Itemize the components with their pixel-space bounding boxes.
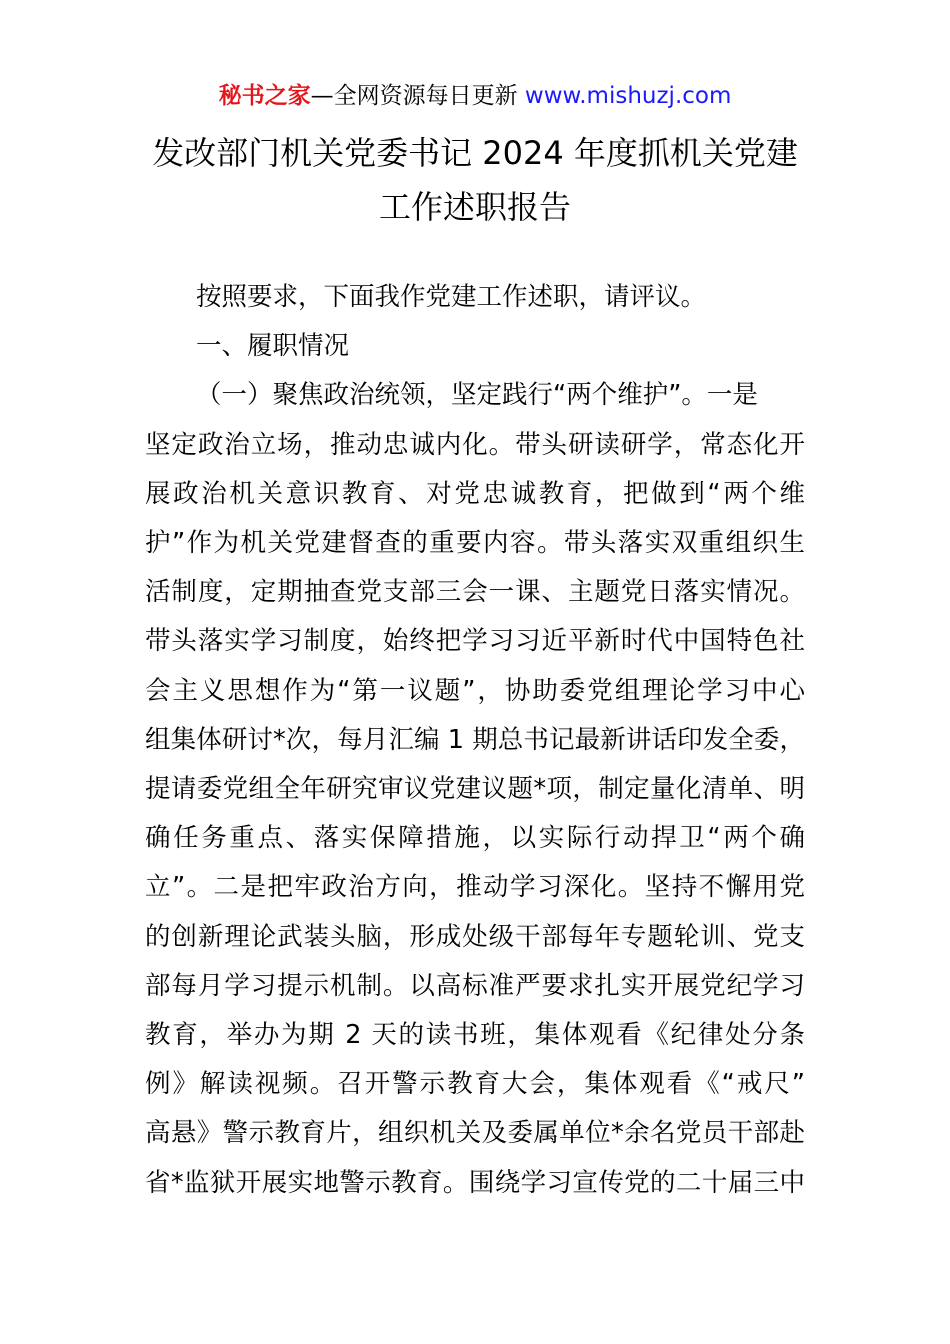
title-line-1: 发改部门机关党委书记 2024 年度抓机关党建 [152,134,798,172]
paragraph-line: 教育，举办为期 2 天的读书班，集体观看《纪律处分条 [145,1020,805,1051]
document-title [0,126,950,234]
paragraph-line: 立”。二是把牢政治方向，推动学习深化。坚持不懈用党 [145,872,805,903]
section-heading: 一、履职情况 [196,331,350,362]
paragraph-line: 带头落实学习制度，始终把学习习近平新时代中国特色社 [145,626,805,657]
intro-paragraph: 按照要求，下面我作党建工作述职，请评议。 [196,282,707,312]
paragraph-line: 的创新理论武装头脑，形成处级干部每年专题轮训、党支 [145,921,805,952]
brand-name: 秘书之家 [218,83,311,109]
paragraph-line: 护”作为机关党建督查的重要内容。带头落实双重组织生 [145,528,805,559]
paragraph-line: 坚定政治立场，推动忠诚内化。带头研读研学，常态化开 [145,429,805,460]
site-header [0,80,950,112]
paragraph-line: 例》解读视频。召开警示教育大会，集体观看《“戒尺” [145,1069,805,1100]
paragraph-line: 省*监狱开展实地警示教育。围绕学习宣传党的二十届三中 [145,1167,805,1198]
paragraph-line: 展政治机关意识教育、对党忠诚教育，把做到“两个维 [145,478,805,509]
paragraph-line: 活制度，定期抽查党支部三会一课、主题党日落实情况。 [145,577,805,608]
header-tagline: —全网资源每日更新 [310,83,525,109]
site-url-link[interactable]: www.mishuzj.com [524,83,732,109]
paragraph-line: 提请委党组全年研究审议党建议题*项，制定量化清单、明 [145,774,805,805]
paragraph-line: 会主义思想作为“第一议题”，协助委党组理论学习中心 [145,675,805,706]
paragraph-line: （一）聚焦政治统领，坚定践行“两个维护”。一是 [196,380,758,411]
paragraph-line: 组集体研讨*次，每月汇编 1 期总书记最新讲话印发全委， [145,724,805,755]
title-line-2: 工作述职报告 [378,188,571,226]
document-body [145,273,805,1208]
paragraph-line: 高悬》警示教育片，组织机关及委属单位*余名党员干部赴 [145,1118,805,1149]
paragraph-line: 部每月学习提示机制。以高标准严要求扎实开展党纪学习 [145,970,805,1001]
paragraph-line: 确任务重点、落实保障措施，以实际行动捍卫“两个确 [145,823,805,854]
